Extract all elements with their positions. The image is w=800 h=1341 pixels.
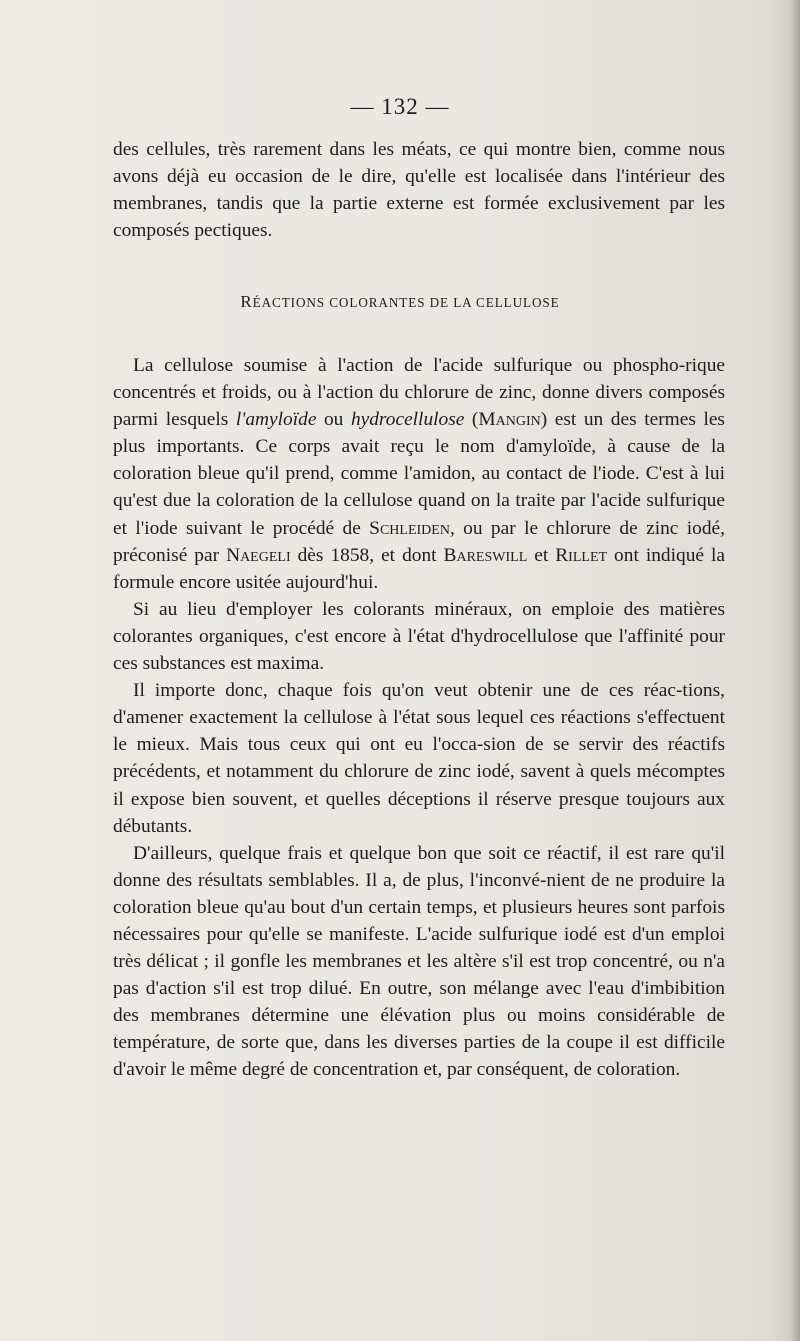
author-rillet: Rillet xyxy=(555,544,608,566)
paragraph-1-text-d: ) est un des termes les plus importants. Ce corps avait reçu le nom d'amyloïde, à cause de la coloration bleue qu'il prend, comme l'amidon, au contact de l'iode. C'est à lui qu'est due la coloration de la cellulose quand on la traite par l'acide sulfurique et l'iode suivant le procédé de xyxy=(113,409,725,539)
section-heading-rest: ÉACTIONS COLORANTES DE LA CELLULOSE xyxy=(252,295,560,310)
paragraph-2: Si au lieu d'employer les colorants minéraux, on emploie des matières colorantes organiques, c'est encore à l'état d'hydrocellulose que l'affinité pour ces substances est maxima. xyxy=(113,598,725,675)
page-number: — 132 — xyxy=(350,94,450,119)
paragraph-3: Il importe donc, chaque fois qu'on veut obtenir une de ces réac-tions, d'amener exactement la cellulose à l'état sous lequel ces réactions s'effectuent le mieux. Mais tous ceux qui ont eu l'occa-sion de se servir des réactifs précédents, et notamment du chlorure de zinc iodé, savent à quels mécomptes il expose bien souvent, et quelles déceptions il réserve presque toujours aux débutants. xyxy=(113,680,725,837)
paragraph-1-text-c: ( xyxy=(464,409,479,431)
paragraph-4: D'ailleurs, quelque frais et quelque bon que soit ce réactif, il est rare qu'il donne des résultats semblables. Il a, de plus, l'inconvé-nient de ne produire la coloration bleue qu'au bout d'un certain temps, et plusieurs heures sont parfois nécessaires pour qu'elle se manifeste. L'acide sulfurique iodé est d'un emploi très délicat ; il gonfle les membranes et les altère s'il est trop concentré, ou n'a pas d'action s'il est trop dilué. En outre, son mélange avec l'eau d'imbibition des membranes détermine une élévation plus ou moins considérable de température, de sorte que, dans les diverses parties de la coupe il est difficile d'avoir le même degré de concentration et, par conséquent, de coloration. xyxy=(113,842,725,1081)
paragraph-1-text-f: dès 1858, et dont xyxy=(290,544,444,566)
paragraph-1 xyxy=(113,352,725,596)
paragraph-1-text-b: ou xyxy=(316,409,351,431)
author-bareswill: Bareswill xyxy=(443,544,528,566)
term-amyloide: l'amyloïde xyxy=(235,409,317,431)
section-heading-initial: R xyxy=(240,292,253,311)
paragraph-1-text-e: , ou par le chlorure de zinc iodé, préconisé par xyxy=(113,517,725,566)
body-text xyxy=(113,352,725,1084)
author-mangin: Mangin xyxy=(478,409,541,431)
page-edge-shadow xyxy=(790,0,800,1341)
author-schleiden: Schleiden xyxy=(369,517,450,539)
term-hydrocellulose: hydrocellulose xyxy=(350,409,465,431)
paragraph-1-text-h: ont indiqué la formule encore usitée aujourd'hui. xyxy=(113,544,725,593)
continuation-text: des cellules, très rarement dans les méats, ce qui montre bien, comme nous avons déjà eu occasion de le dire, qu'elle est localisée dans l'intérieur des membranes, tandis que la partie externe est formée exclusivement par les composés pectiques. xyxy=(113,139,725,242)
continuation-paragraph xyxy=(113,136,725,244)
paragraph-1-text-g: et xyxy=(527,544,556,566)
author-naegeli: Naegeli xyxy=(226,544,291,566)
paragraph-1-text-a: La cellulose soumise à l'action de l'acide sulfurique ou phospho-rique concentrés et froids, ou à l'action du chlorure de zinc, donne divers composés parmi lesquels xyxy=(113,355,725,431)
section-heading xyxy=(0,292,800,312)
